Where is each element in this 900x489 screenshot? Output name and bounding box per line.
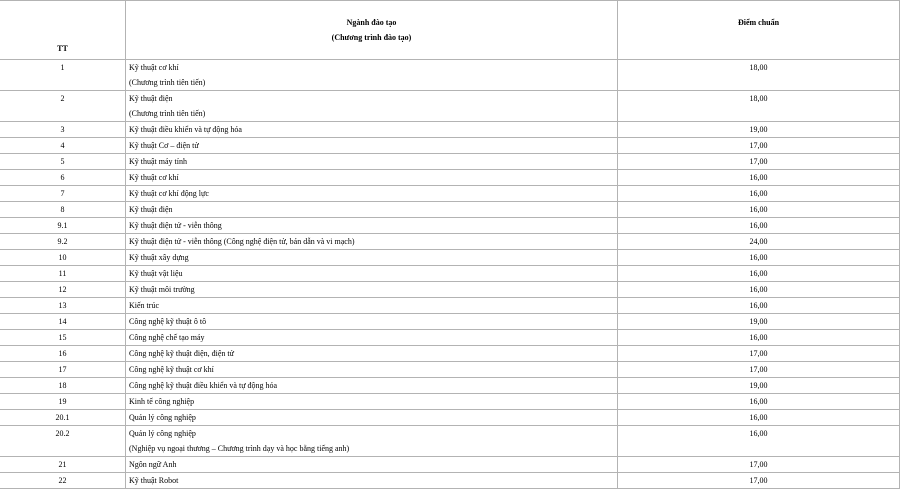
row-major [126,346,618,362]
row-major [126,122,618,138]
major-name: Kỹ thuật cơ khí động lực [129,189,209,198]
row-tt: 19 [0,394,126,410]
header-major-title: Ngành đào tạo [346,18,397,27]
row-tt: 20.1 [0,410,126,426]
row-score: 16,00 [618,250,900,266]
major-name: Công nghệ kỹ thuật ô tô [129,317,207,326]
major-name: Ngôn ngữ Anh [129,460,177,469]
table-row [0,122,900,138]
header-major [126,1,618,60]
row-tt: 21 [0,457,126,473]
table-row [0,314,900,330]
major-name: Kỹ thuật máy tính [129,157,187,166]
major-name: Kỹ thuật điều khiển và tự động hóa [129,125,242,134]
major-name: Kỹ thuật môi trường [129,285,195,294]
row-tt: 11 [0,266,126,282]
row-tt: 14 [0,314,126,330]
row-major [126,473,618,489]
row-score: 16,00 [618,410,900,426]
row-major [126,91,618,122]
row-score: 18,00 [618,91,900,122]
row-tt: 17 [0,362,126,378]
row-major [126,170,618,186]
row-score: 19,00 [618,122,900,138]
row-major [126,394,618,410]
row-tt: 12 [0,282,126,298]
row-tt: 5 [0,154,126,170]
header-score: Điểm chuẩn [618,1,900,60]
row-major [126,282,618,298]
row-major [126,314,618,330]
row-major [126,298,618,314]
row-tt: 2 [0,91,126,122]
major-name: Kỹ thuật điện tử - viễn thông (Công nghệ điện tử, bán dẫn và vi mạch) [129,237,355,246]
row-major [126,60,618,91]
row-score: 16,00 [618,426,900,457]
row-tt: 8 [0,202,126,218]
major-name: Kỹ thuật cơ khí [129,63,179,72]
header-tt: TT [0,1,126,60]
table-row [0,202,900,218]
row-score: 24,00 [618,234,900,250]
row-major [126,202,618,218]
row-score: 16,00 [618,330,900,346]
row-tt: 1 [0,60,126,91]
row-major [126,218,618,234]
table-body [0,60,900,489]
row-tt: 16 [0,346,126,362]
row-major [126,138,618,154]
row-major [126,250,618,266]
table-row [0,457,900,473]
major-note: (Nghiệp vụ ngoại thương – Chương trình dạy và học bằng tiếng anh) [129,444,350,453]
row-score: 16,00 [618,218,900,234]
major-name: Công nghệ chế tạo máy [129,333,205,342]
row-major [126,426,618,457]
major-name: Kỹ thuật điện [129,205,173,214]
table-row [0,346,900,362]
row-major [126,266,618,282]
row-tt: 18 [0,378,126,394]
row-major [126,457,618,473]
major-name: Kỹ thuật cơ khí [129,173,179,182]
major-name: Kỹ thuật Robot [129,476,179,485]
table-row [0,218,900,234]
row-major [126,362,618,378]
row-score: 16,00 [618,282,900,298]
table-row [0,154,900,170]
row-score: 19,00 [618,378,900,394]
row-tt: 4 [0,138,126,154]
table-row [0,91,900,122]
row-tt: 15 [0,330,126,346]
row-score: 17,00 [618,138,900,154]
table-row [0,234,900,250]
row-score: 17,00 [618,346,900,362]
table-row [0,410,900,426]
header-major-subtitle: (Chương trình đào tạo) [331,33,412,42]
major-name: Kỹ thuật điện tử - viễn thông [129,221,222,230]
row-score: 17,00 [618,154,900,170]
table-row [0,138,900,154]
row-score: 16,00 [618,394,900,410]
table-row [0,282,900,298]
row-score: 16,00 [618,170,900,186]
table-row [0,170,900,186]
row-tt: 20.2 [0,426,126,457]
row-major [126,186,618,202]
row-major [126,234,618,250]
table-row [0,330,900,346]
major-name: Kỹ thuật điện [129,94,173,103]
major-note: (Chương trình tiên tiến) [129,109,206,118]
row-score: 16,00 [618,266,900,282]
major-name: Công nghệ kỹ thuật điều khiển và tự động hóa [129,381,278,390]
table-row [0,298,900,314]
table-row [0,362,900,378]
row-score: 16,00 [618,298,900,314]
row-tt: 7 [0,186,126,202]
major-name: Kinh tế công nghiệp [129,397,195,406]
row-tt: 13 [0,298,126,314]
row-score: 18,00 [618,60,900,91]
row-major [126,410,618,426]
table-row [0,473,900,489]
row-score: 17,00 [618,362,900,378]
table-row [0,426,900,457]
major-name: Kỹ thuật xây dựng [129,253,189,262]
row-score: 16,00 [618,202,900,218]
table-row [0,250,900,266]
major-name: Quản lý công nghiệp [129,413,196,422]
major-name: Kỹ thuật vật liệu [129,269,183,278]
row-tt: 3 [0,122,126,138]
row-score: 16,00 [618,186,900,202]
major-name: Kiến trúc [129,301,159,310]
row-tt: 9.2 [0,234,126,250]
major-name: Kỹ thuật Cơ – điện tử [129,141,199,150]
row-major [126,330,618,346]
row-score: 19,00 [618,314,900,330]
table-row [0,266,900,282]
row-major [126,378,618,394]
major-name: Công nghệ kỹ thuật cơ khí [129,365,214,374]
table-row [0,378,900,394]
table-row [0,186,900,202]
row-tt: 10 [0,250,126,266]
header-row [0,1,900,60]
row-tt: 22 [0,473,126,489]
row-tt: 9.1 [0,218,126,234]
major-name: Công nghệ kỹ thuật điện, điện tử [129,349,234,358]
row-score: 17,00 [618,457,900,473]
row-tt: 6 [0,170,126,186]
row-major [126,154,618,170]
major-name: Quản lý công nghiệp [129,429,196,438]
row-score: 17,00 [618,473,900,489]
major-note: (Chương trình tiên tiến) [129,78,206,87]
table-row [0,394,900,410]
table-row [0,60,900,91]
